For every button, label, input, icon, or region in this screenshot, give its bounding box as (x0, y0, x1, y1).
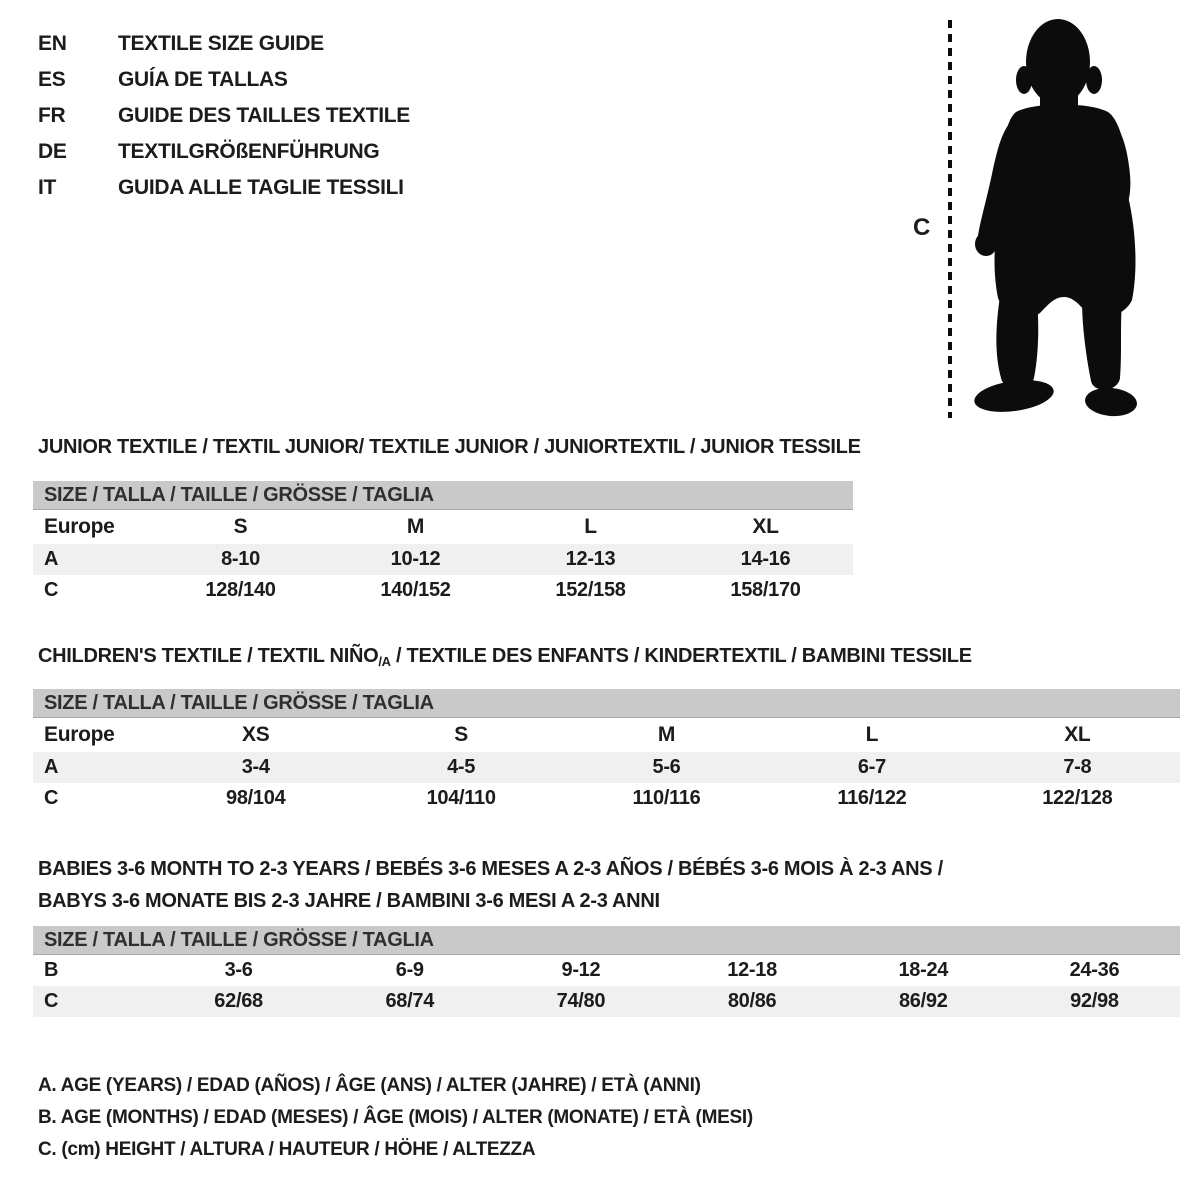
cell: 12-13 (565, 548, 616, 570)
language-row (38, 62, 410, 98)
children-table-header-row (33, 718, 1180, 752)
legend-line-c: C. (cm) HEIGHT / ALTURA / HAUTEUR / HÖHE / ALTEZZA (38, 1139, 536, 1160)
language-title: TEXTILGRÖßENFÜHRUNG (118, 140, 380, 163)
children-heading-text: / TEXTILE DES ENFANTS / KINDERTEXTIL / BAMBINI TESSILE (390, 645, 972, 667)
babies-size-table (33, 926, 1180, 1017)
size-column-header: S (233, 515, 248, 538)
cell: 6-9 (395, 959, 424, 981)
cell: 74/80 (556, 990, 606, 1012)
row-label: B (44, 959, 59, 981)
junior-table-row-a (33, 544, 853, 575)
children-size-table (33, 689, 1180, 814)
cell: 140/152 (380, 579, 451, 601)
junior-section-heading: JUNIOR TEXTILE / TEXTIL JUNIOR/ TEXTILE JUNIOR / JUNIORTEXTIL / JUNIOR TESSILE (38, 436, 861, 458)
cell: 68/74 (385, 990, 435, 1012)
language-title: TEXTILE SIZE GUIDE (118, 32, 324, 55)
cell: 122/128 (1042, 787, 1113, 809)
size-column-header: XL (752, 515, 779, 538)
junior-size-table (33, 481, 853, 606)
babies-table-row-c (33, 986, 1180, 1017)
row-label: C (44, 787, 59, 809)
cell: 128/140 (205, 579, 276, 601)
cell: 98/104 (226, 787, 286, 809)
size-column-header: S (454, 723, 468, 746)
measurement-legend (38, 1070, 753, 1166)
legend-line-a: A. AGE (YEARS) / EDAD (AÑOS) / ÂGE (ANS) / ALTER (JAHRE) / ETÀ (ANNI) (38, 1075, 701, 1096)
cell: 10-12 (390, 548, 441, 570)
cell: 158/170 (730, 579, 801, 601)
cell: 8-10 (221, 548, 260, 570)
cell: 14-16 (740, 548, 791, 570)
cell: 9-12 (561, 959, 601, 981)
size-column-header: XL (1064, 723, 1091, 746)
size-column-header: L (865, 723, 879, 746)
row-label: C (44, 579, 59, 601)
language-code: EN (38, 32, 67, 55)
language-row (38, 134, 410, 170)
cell: 152/158 (555, 579, 626, 601)
language-code: DE (38, 140, 67, 163)
language-code: ES (38, 68, 66, 91)
row-label: A (44, 548, 59, 570)
row-label: Europe (44, 723, 115, 746)
cell: 24-36 (1069, 959, 1120, 981)
junior-size-band: SIZE / TALLA / TAILLE / GRÖSSE / TAGLIA (33, 481, 853, 510)
babies-section-heading (38, 853, 943, 917)
height-measure-figure (900, 0, 1160, 430)
language-row (38, 170, 410, 206)
language-header (38, 26, 410, 206)
size-column-header: M (657, 723, 676, 746)
cell: 7-8 (1063, 756, 1092, 778)
size-column-header: M (406, 515, 425, 538)
row-label: Europe (44, 515, 115, 538)
size-column-header: XS (241, 723, 270, 746)
language-code: IT (38, 176, 57, 199)
language-title: GUÍA DE TALLAS (118, 68, 288, 91)
children-section-heading (38, 645, 972, 669)
cell: 18-24 (898, 959, 949, 981)
language-code: FR (38, 104, 66, 127)
cell: 110/116 (632, 787, 701, 809)
babies-table-row-b (33, 955, 1180, 986)
toddler-silhouette-icon (938, 8, 1143, 422)
cell: 104/110 (426, 787, 496, 809)
babies-heading-line-1: BABIES 3-6 MONTH TO 2-3 YEARS / BEBÉS 3-6 MESES A 2-3 AÑOS / BÉBÉS 3-6 MOIS À 2-3 ANS / (38, 858, 943, 880)
language-title: GUIDA ALLE TAGLIE TESSILI (118, 176, 404, 199)
cell: 4-5 (447, 756, 476, 778)
cell: 92/98 (1070, 990, 1119, 1012)
language-title: GUIDE DES TAILLES TEXTILE (118, 104, 410, 127)
row-label: A (44, 756, 59, 778)
cell: 6-7 (857, 756, 886, 778)
children-heading-text: CHILDREN'S TEXTILE / TEXTIL NIÑO (38, 645, 379, 667)
legend-line-b: B. AGE (MONTHS) / EDAD (MESES) / ÂGE (MOIS) / ALTER (MONATE) / ETÀ (MESI) (38, 1107, 753, 1128)
children-table-row-c (33, 783, 1180, 814)
cell: 86/92 (898, 990, 948, 1012)
cell: 80/86 (727, 990, 777, 1012)
junior-table-header-row (33, 510, 853, 544)
row-label: C (44, 990, 59, 1012)
size-column-header: L (584, 515, 597, 538)
language-row (38, 26, 410, 62)
language-row (38, 98, 410, 134)
children-table-row-a (33, 752, 1180, 783)
height-measure-label: C (913, 214, 931, 241)
cell: 62/68 (214, 990, 263, 1012)
junior-table-row-c (33, 575, 853, 606)
cell: 12-18 (727, 959, 777, 981)
children-size-band: SIZE / TALLA / TAILLE / GRÖSSE / TAGLIA (33, 689, 1180, 718)
cell: 3-6 (224, 959, 253, 981)
babies-heading-line-2: BABYS 3-6 MONATE BIS 2-3 JAHRE / BAMBINI 3-6 MESI A 2-3 ANNI (38, 890, 660, 912)
cell: 116/122 (837, 787, 907, 809)
babies-size-band: SIZE / TALLA / TAILLE / GRÖSSE / TAGLIA (33, 926, 1180, 955)
children-heading-subscript: /A (378, 654, 391, 669)
cell: 5-6 (652, 756, 681, 778)
cell: 3-4 (241, 756, 270, 778)
